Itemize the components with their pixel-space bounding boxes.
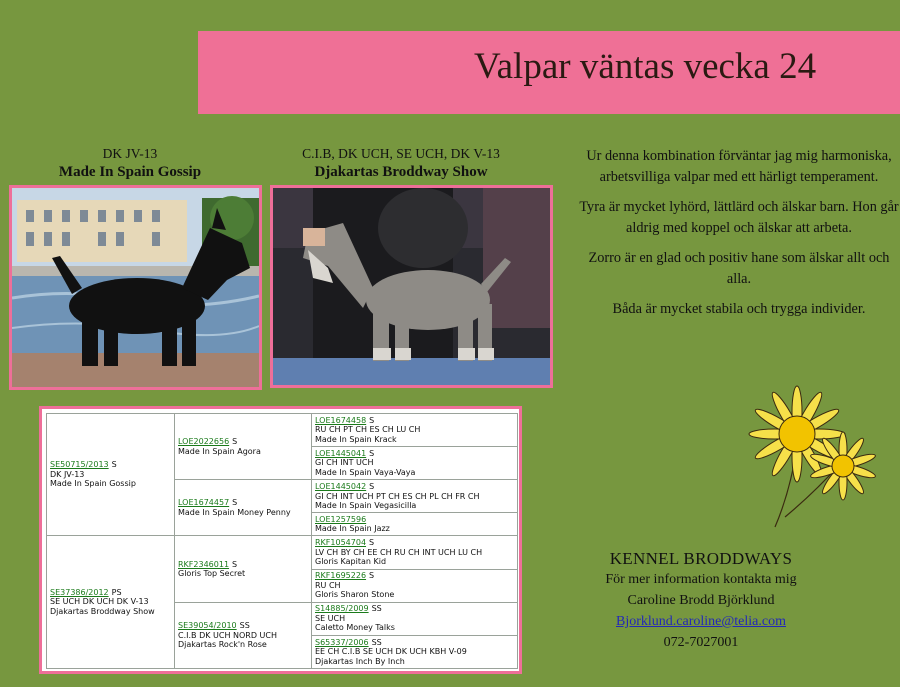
description-paragraph: Ur denna kombination förväntar jag mig harmoniska, arbetsvilliga valpar med ett härligt temperament.: [586, 148, 892, 185]
dog-name: Caletto Money Talks: [315, 623, 395, 633]
dog-titles: GI CH INT UCH PT CH ES CH PL CH FR CH: [315, 491, 480, 501]
pedigree-panel: [39, 406, 522, 674]
page-title: Valpar väntas vecka 24: [474, 46, 817, 87]
dog-titles: LV CH BY CH EE CH RU CH INT UCH LU CH: [315, 547, 483, 557]
email-link[interactable]: Bjorklund.caroline@telia.com: [616, 614, 786, 629]
registration-link[interactable]: LOE1674457: [178, 498, 230, 508]
registration-link[interactable]: SE37386/2012: [50, 587, 109, 597]
pedigree-cell: LOE1445042 S GI CH INT UCH PT CH ES CH PL CH FR CH Made In Spain Vegasicilla: [312, 480, 518, 513]
pedigree-table: [46, 413, 518, 669]
registration-link[interactable]: LOE1445042: [315, 482, 367, 492]
pedigree-cell: RKF2346011 S Gloris Top Secret: [175, 536, 312, 602]
dog-name: Djakartas Inch By Inch: [315, 656, 405, 666]
pedigree-cell: S14885/2009 SS SE UCH Caletto Money Talks: [312, 602, 518, 635]
dog-name: Made In Spain Agora: [178, 446, 261, 456]
dam-caption: [10, 146, 250, 181]
registration-link[interactable]: S14885/2009: [315, 604, 369, 614]
dog-name: Made In Spain Vaya-Vaya: [315, 467, 416, 477]
pedigree-cell: SE39054/2010 SS C.I.B DK UCH NORD UCH Djakartas Rock'n Rose: [175, 602, 312, 668]
registration-link[interactable]: LOE2022656: [178, 437, 230, 447]
registration-link[interactable]: LOE1445041: [315, 448, 367, 458]
contact-person: Caroline Brodd Björklund: [627, 593, 775, 608]
dog-titles: C.I.B DK UCH NORD UCH: [178, 630, 278, 640]
sire-caption: [270, 146, 532, 181]
dog-titles: SE UCH DK UCH DK V-13: [50, 597, 149, 607]
dam-title: DK JV-13: [102, 146, 158, 161]
dog-titles: DK JV-13: [50, 469, 85, 479]
yellow-daisy-icon: [735, 372, 895, 536]
registration-link[interactable]: LOE1257596: [315, 514, 367, 524]
contact-info: För mer information kontakta mig: [605, 572, 797, 587]
sire-name: Djakartas Broddway Show: [314, 164, 488, 180]
pedigree-cell: LOE1445041 S GI CH INT UCH Made In Spain Vaya-Vaya: [312, 447, 518, 480]
pedigree-cell: [312, 513, 518, 536]
dam-photo: [9, 185, 262, 390]
pedigree-cell: LOE1674457 S Made In Spain Money Penny: [175, 480, 312, 536]
dog-titles: SE UCH: [315, 613, 346, 623]
title-banner: [198, 31, 900, 114]
dog-name: Made In Spain Money Penny: [178, 507, 291, 517]
dog-name: Gloris Sharon Stone: [315, 590, 395, 600]
dam-name: Made In Spain Gossip: [58, 164, 202, 180]
dog-name: Made In Spain Krack: [315, 434, 397, 444]
dog-titles: RU CH PT CH ES CH LU CH: [315, 425, 421, 435]
pedigree-cell: RKF1054704 S LV CH BY CH EE CH RU CH INT UCH LU CH Gloris Kapitan Kid: [312, 536, 518, 569]
pedigree-cell: SE50715/2013 S DK JV-13 Made In Spain Gossip: [47, 414, 175, 536]
pedigree-cell: S65337/2006 SS EE CH C.I.B SE UCH DK UCH KBH V-09 Djakartas Inch By Inch: [312, 635, 518, 668]
pedigree-cell: SE37386/2012 PS SE UCH DK UCH DK V-13 Djakartas Broddway Show: [47, 536, 175, 669]
dog-name: Djakartas Broddway Show: [50, 606, 155, 616]
registration-link[interactable]: RKF2346011: [178, 559, 230, 569]
description-paragraph: Tyra är mycket lyhörd, lättlärd och älskar barn. Hon går aldrig med koppel och älskar att arbeta.: [579, 199, 899, 236]
dog-name: Gloris Kapitan Kid: [315, 557, 387, 567]
dog-titles: GI CH INT UCH: [315, 458, 374, 468]
registration-link[interactable]: RKF1695226: [315, 571, 367, 581]
registration-link[interactable]: S65337/2006: [315, 637, 369, 647]
registration-link[interactable]: LOE1674458: [315, 415, 367, 425]
registration-link[interactable]: SE50715/2013: [50, 460, 109, 470]
dog-name: Made In Spain Gossip: [50, 479, 136, 489]
registration-link[interactable]: RKF1054704: [315, 538, 367, 548]
description-paragraph: Båda är mycket stabila och trygga individer.: [612, 301, 866, 317]
dog-name: Made In Spain Jazz: [315, 524, 390, 534]
dog-name: Djakartas Rock'n Rose: [178, 640, 267, 650]
registration-link[interactable]: SE39054/2010: [178, 621, 237, 631]
pedigree-cell: LOE2022656 S Made In Spain Agora: [175, 414, 312, 480]
description-paragraph: Zorro är en glad och positiv hane som älskar allt och alla.: [588, 250, 890, 287]
sire-title: C.I.B, DK UCH, SE UCH, DK V-13: [302, 146, 500, 161]
contact-block: [560, 548, 842, 653]
dog-titles: EE CH C.I.B SE UCH DK UCH KBH V-09: [315, 647, 467, 657]
pedigree-cell: LOE1674458 S RU CH PT CH ES CH LU CH Made In Spain Krack: [312, 414, 518, 447]
litter-description: [576, 146, 900, 329]
pedigree-cell: RKF1695226 S RU CH Gloris Sharon Stone: [312, 569, 518, 602]
dog-name: Made In Spain Vegasicilla: [315, 501, 417, 511]
dog-name: Gloris Top Secret: [178, 569, 246, 579]
dog-titles: RU CH: [315, 580, 341, 590]
phone-number: 072-7027001: [663, 635, 739, 650]
kennel-name: KENNEL BRODDWAYS: [609, 549, 793, 568]
sire-photo: [270, 185, 553, 388]
